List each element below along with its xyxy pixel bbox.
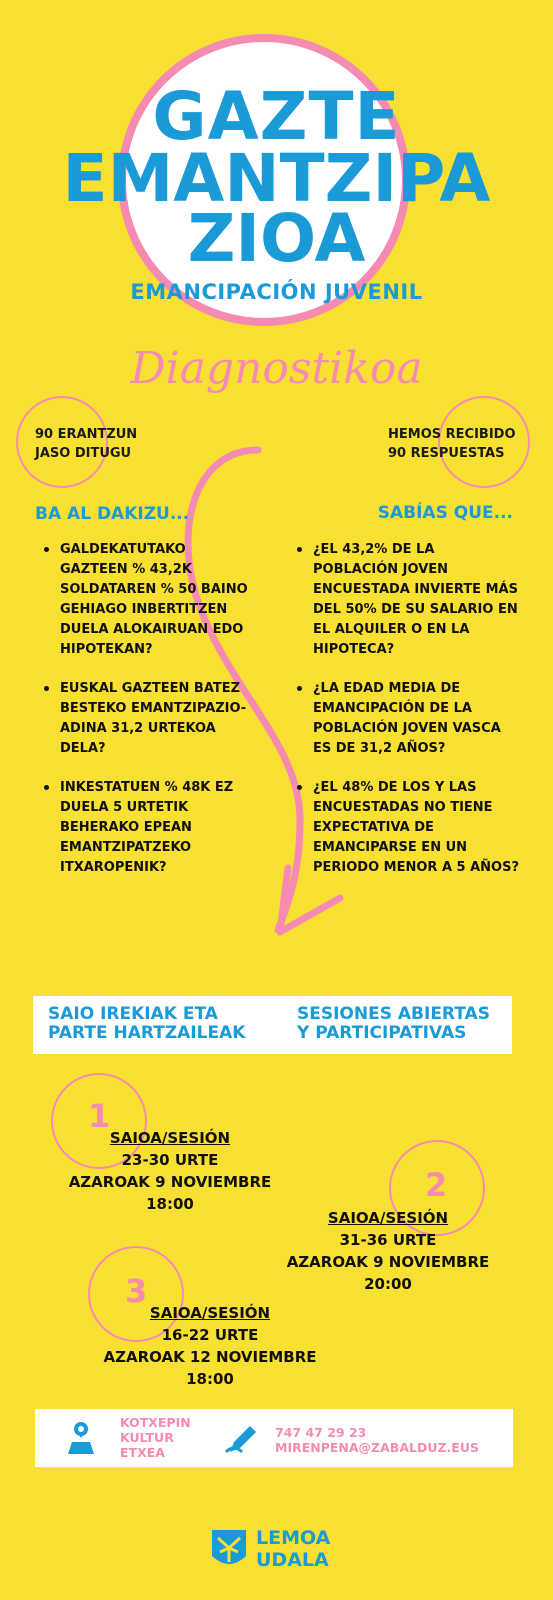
logo-line2: UDALA <box>256 1549 329 1571</box>
sessions-header-es-line2: Y PARTICIPATIVAS <box>297 1023 467 1043</box>
stat-eu-line1: 90 ERANTZUN <box>35 427 138 442</box>
session-3-label: SAIOA/SESIÓN <box>149 1304 271 1322</box>
lemoa-logo-text <box>256 1527 330 1571</box>
title-line-2: EMANTZIPA <box>62 140 491 217</box>
location-icon <box>64 1420 98 1456</box>
fact-eu-3: INKESTATUEN % 48K EZ DUELA 5 URTETIK BEHERAKO EPEAN EMANTZIPATZEKO ITXAROPENIK? <box>36 778 256 878</box>
script-title: Diagnostikoa <box>130 343 423 394</box>
session-3-number: 3 <box>125 1272 148 1310</box>
facts-es-list <box>289 540 519 897</box>
contact-place-line2: KULTUR <box>120 1430 174 1445</box>
stat-es-line2: 90 RESPUESTAS <box>388 446 505 461</box>
session-2-time: 20:00 <box>364 1275 412 1293</box>
pen-icon <box>224 1422 258 1454</box>
contact-place-line3: ETXEA <box>120 1445 165 1460</box>
session-2-label: SAIOA/SESIÓN <box>327 1209 449 1227</box>
title-line-3: ZIOA <box>187 200 366 277</box>
stat-eu <box>35 425 137 463</box>
session-3 <box>100 1302 320 1390</box>
fact-eu-2: EUSKAL GAZTEEN BATEZ BESTEKO EMANTZIPAZIO-ADINA 31,2 URTEKOA DELA? <box>36 679 256 759</box>
sessions-header-es-line1: SESIONES ABIERTAS <box>297 1004 490 1024</box>
lemoa-logo-icon <box>210 1528 248 1572</box>
session-3-date: AZAROAK 12 NOVIEMBRE <box>103 1348 317 1366</box>
session-1-date: AZAROAK 9 NOVIEMBRE <box>68 1173 272 1191</box>
contact-info <box>275 1425 479 1455</box>
contact-phone: 747 47 29 23 <box>275 1425 367 1440</box>
contact-place <box>120 1415 191 1460</box>
fact-es-1: ¿EL 43,2% DE LA POBLACIÓN JOVEN ENCUESTADA INVIERTE MÁS DEL 50% DE SU SALARIO EN EL ALQUILER O EN LA HIPOTECA? <box>289 540 519 660</box>
sessions-header-eu-line1: SAIO IREKIAK ETA <box>48 1004 218 1024</box>
session-3-time: 18:00 <box>186 1370 234 1388</box>
sessions-header-eu-line2: PARTE HARTZAILEAK <box>48 1023 246 1043</box>
session-2-number: 2 <box>425 1166 448 1204</box>
fact-es-3: ¿EL 48% DE LOS Y LAS ENCUESTADAS NO TIENE EXPECTATIVA DE EMANCIPARSE EN UN PERIODO MENOR A 5 AÑOS? <box>289 778 519 878</box>
subtitle: EMANCIPACIÓN JUVENIL <box>130 280 423 304</box>
sessions-header-es <box>297 1005 490 1043</box>
heading-es: SABÍAS QUE... <box>377 503 513 523</box>
session-1-age: 23-30 URTE <box>121 1151 219 1169</box>
session-1-label: SAIOA/SESIÓN <box>109 1129 231 1147</box>
stat-es-line1: HEMOS RECIBIDO <box>388 427 516 442</box>
session-1-time: 18:00 <box>146 1195 194 1213</box>
facts-eu-list <box>36 540 256 897</box>
session-2-date: AZAROAK 9 NOVIEMBRE <box>286 1253 490 1271</box>
session-1 <box>60 1127 280 1215</box>
session-3-age: 16-22 URTE <box>161 1326 259 1344</box>
stat-eu-line2: JASO DITUGU <box>35 446 132 461</box>
stat-es <box>388 425 516 463</box>
session-2 <box>278 1207 498 1295</box>
session-2-age: 31-36 URTE <box>339 1231 437 1249</box>
session-1-number: 1 <box>88 1097 111 1135</box>
logo-line1: LEMOA <box>256 1527 331 1549</box>
title-line-1: GAZTE <box>152 78 401 155</box>
heading-eu: BA AL DAKIZU... <box>35 504 190 524</box>
sessions-header-eu <box>48 1005 245 1043</box>
fact-eu-1: GALDEKATUTAKO GAZTEEN % 43,2K SOLDATAREN % 50 BAINO GEHIAGO INBERTITZEN DUELA ALOKAIRUAN EDO HIPOTEKAN? <box>36 540 256 660</box>
fact-es-2: ¿LA EDAD MEDIA DE EMANCIPACIÓN DE LA POBLACIÓN JOVEN VASCA ES DE 31,2 AÑOS? <box>289 679 519 759</box>
contact-place-line1: KOTXEPIN <box>120 1415 191 1430</box>
contact-email: MIRENPENA@ZABALDUZ.EUS <box>275 1440 479 1455</box>
